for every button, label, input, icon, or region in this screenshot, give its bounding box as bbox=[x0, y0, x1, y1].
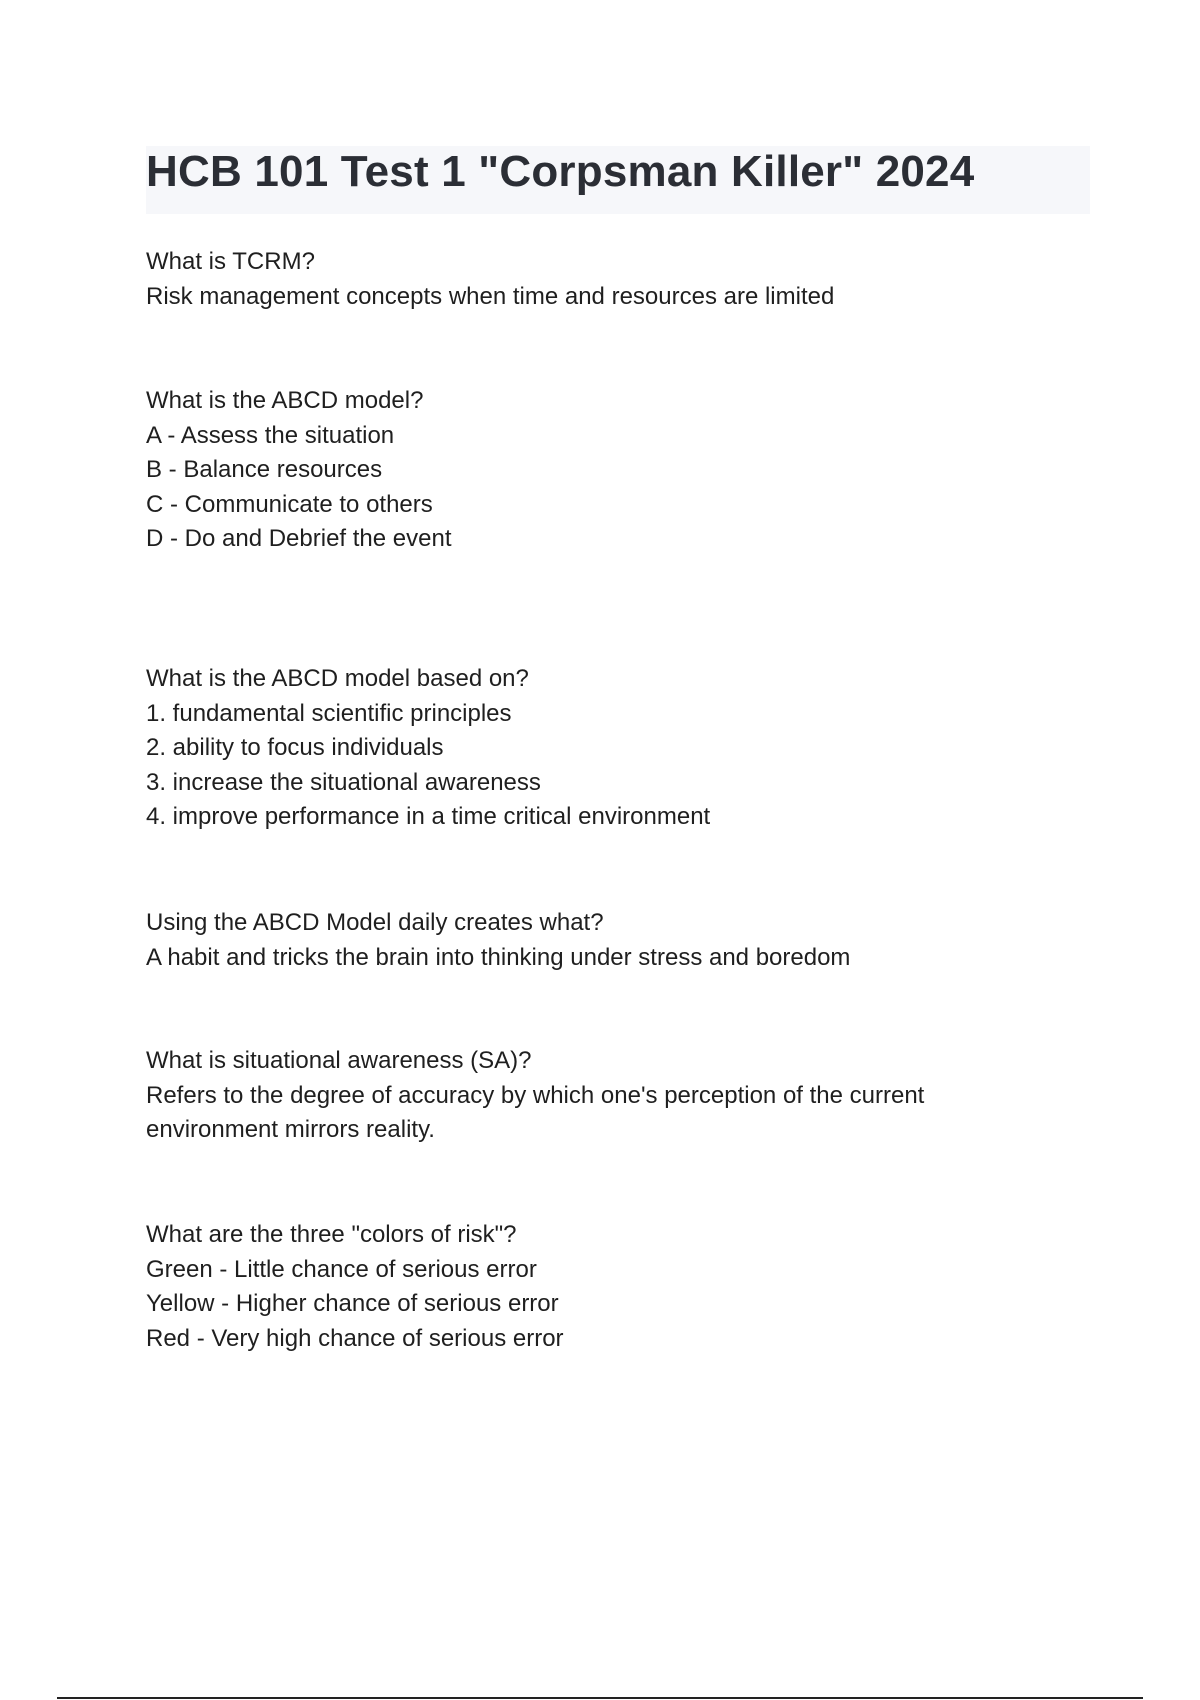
question-text: What are the three "colors of risk"? bbox=[146, 1221, 517, 1248]
answer-text: 1. fundamental scientific principles 2. ability to focus individuals 3. increase the situational awareness 4. improve performance in a time critical environment bbox=[146, 699, 711, 830]
answer-text: A - Assess the situation B - Balance resources C - Communicate to others D - Do and Debrief the event bbox=[146, 421, 452, 552]
qa-item-abcd-model bbox=[146, 384, 1046, 557]
document-title: HCB 101 Test 1 "Corpsman Killer" 2024 bbox=[146, 147, 975, 196]
qa-item-abcd-basis bbox=[146, 662, 1046, 835]
question-text: What is the ABCD model? bbox=[146, 387, 424, 414]
answer-text: A habit and tricks the brain into thinking under stress and boredom bbox=[146, 943, 851, 971]
qa-item-colors-of-risk bbox=[146, 1218, 1046, 1356]
qa-item-abcd-daily bbox=[146, 906, 1046, 975]
qa-item-tcrm bbox=[146, 245, 1046, 314]
question-text: Using the ABCD Model daily creates what? bbox=[146, 909, 604, 936]
qa-item-situational-awareness bbox=[146, 1044, 1046, 1148]
answer-text: Risk management concepts when time and resources are limited bbox=[146, 282, 835, 310]
question-text: What is TCRM? bbox=[146, 248, 315, 275]
answer-text: Refers to the degree of accuracy by which one's perception of the current environment mirrors reality. bbox=[146, 1081, 925, 1143]
question-text: What is situational awareness (SA)? bbox=[146, 1047, 532, 1074]
footer-divider bbox=[57, 1697, 1143, 1699]
answer-text: Green - Little chance of serious error Yellow - Higher chance of serious error Red - Very high chance of serious error bbox=[146, 1255, 564, 1352]
question-text: What is the ABCD model based on? bbox=[146, 665, 529, 692]
